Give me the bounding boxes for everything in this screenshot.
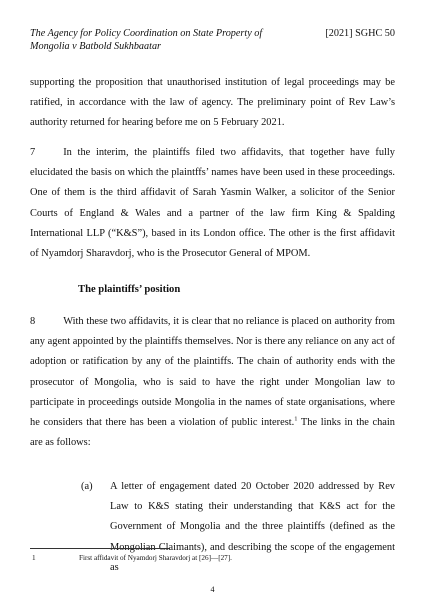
- paragraph-8-number: 8: [30, 316, 36, 327]
- paragraph-8: [30, 312, 395, 453]
- continuation-paragraph: supporting the proposition that unauthorised institution of legal proceedings may be ratified, in accordance with the law of agency. The preliminary point of Rev Law’s authority returned for hearing before me on 5 February 2021.: [30, 77, 395, 129]
- paragraph-7-number: 7: [30, 147, 36, 158]
- footnote-text: First affidavit of Nyamdorj Sharavdorj at [26]—[27].: [79, 554, 232, 562]
- page-number: 4: [210, 585, 215, 594]
- sub-paragraph-a-text: A letter of engagement dated 20 October 2020 addressed by Rev Law to K&S stating their understanding that K&S act for the Government of Mongolia and the three plaintiffs (defined as the Mongolian Claimants), and describing the scope of the engagement as: [110, 481, 395, 573]
- section-heading: The plaintiffs’ position: [78, 284, 181, 295]
- paragraph-7: [30, 143, 395, 264]
- footnote-divider: [30, 548, 170, 549]
- footnote-number: 1: [32, 554, 36, 562]
- paragraph-8-text-end: The links in the chain are as follows:: [30, 417, 395, 449]
- paragraph-8-text: With these two affidavits, it is clear that no reliance is placed on authority from any agent appointed by the plaintiffs themselves. Nor is there any reliance on any act of adoption or ratification by any of the plaintiffs. The chain of authority ends with the prosecutor of Mongolia, who is said to have the right under Mongolian law to participate in proceedings outside Mongolia in the names of state organisations, where he considers that there has been a violation of public interest.: [30, 316, 395, 429]
- header-case-title: The Agency for Policy Coordination on State Property of Mongolia v Batbold Sukhbaatar: [30, 28, 263, 52]
- footnote-marker[interactable]: 1: [294, 415, 298, 423]
- header-citation: [2021] SGHC 50: [325, 28, 395, 39]
- paragraph-7-text: In the interim, the plaintiffs filed two affidavits, that together have fully elucidated the basis on which the plaintffs’ names have been used in these proceedings. One of them is the third affidavit of Sarah Yasmin Walker, a solicitor of the Senior Courts of England & Wales and a partner of the law firm King & Spalding International LLP (“K&S”), based in its London office. The other is the first affidavit of Nyamdorj Sharavdorj, who is the Prosecutor General of MPOM.: [30, 147, 395, 260]
- sub-paragraph-a-label: (a): [81, 481, 93, 492]
